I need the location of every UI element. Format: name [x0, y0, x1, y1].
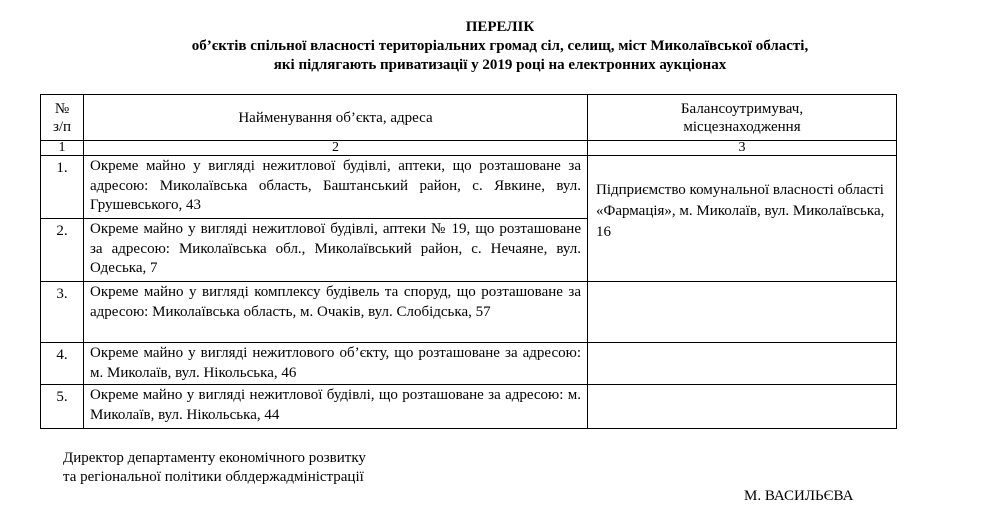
row-number: 4.: [41, 343, 84, 385]
column-number-3: 3: [588, 141, 897, 156]
object-description: Окреме майно у вигляді нежитлової будівлі, аптеки № 19, що розташоване за адресою: Миколаївська обл., Миколаївський район, с. Нечаяне, вул. Одеська, 7: [84, 219, 588, 282]
signatory-name: М. ВАСИЛЬЄВА: [744, 488, 854, 504]
table-header-row: [41, 95, 897, 141]
column-numbers-row: [41, 141, 897, 156]
table-row: [41, 385, 897, 429]
row-number: 5.: [41, 385, 84, 429]
column-header-object: Найменування об’єкта, адреса: [84, 95, 588, 141]
table-row: [41, 343, 897, 385]
document-subtitle-line-1: об’єктів спільної власності територіальних громад сіл, селищ, міст Миколаївської області,: [191, 38, 809, 54]
row-number: 2.: [41, 219, 84, 282]
table-row: [41, 282, 897, 343]
signatory-position: Директор департаменту економічного розвитку та регіональної політики облдержадміністрації: [63, 450, 366, 485]
column-number-1: 1: [41, 141, 84, 156]
document-title: ПЕРЕЛІК: [465, 19, 535, 35]
column-number-2: 2: [84, 141, 588, 156]
object-description: Окреме майно у вигляді нежитлового об’єкту, що розташоване за адресою: м. Миколаїв, вул. Нікольська, 46: [84, 343, 588, 385]
empty-balance-holder-cell: [588, 343, 897, 385]
column-header-balance-holder: Балансоутримувач, місцезнаходження: [588, 95, 897, 141]
balance-holder-cell: Підприємство комунальної власності області «Фармація», м. Миколаїв, вул. Миколаївська, 16: [588, 156, 897, 282]
empty-balance-holder-cell: [588, 282, 897, 343]
object-description: Окреме майно у вигляді комплексу будівель та споруд, що розташоване за адресою: Миколаївська область, м. Очаків, вул. Слобідська, 57: [84, 282, 588, 343]
row-number: 1.: [41, 156, 84, 219]
table-row: [41, 156, 897, 219]
object-description: Окреме майно у вигляді нежитлової будівлі, що розташоване за адресою: м. Миколаїв, вул. Нікольська, 44: [84, 385, 588, 429]
privatization-objects-table: [40, 94, 897, 429]
object-description: Окреме майно у вигляді нежитлової будівлі, аптеки, що розташоване за адресою: Миколаївська область, Баштанський район, с. Явкине, вул. Грушевського, 43: [84, 156, 588, 219]
document-subtitle-line-2: які підлягають приватизації у 2019 році на електронних аукціонах: [273, 57, 727, 73]
row-number: 3.: [41, 282, 84, 343]
empty-balance-holder-cell: [588, 385, 897, 429]
column-header-number: № з/п: [41, 95, 84, 141]
